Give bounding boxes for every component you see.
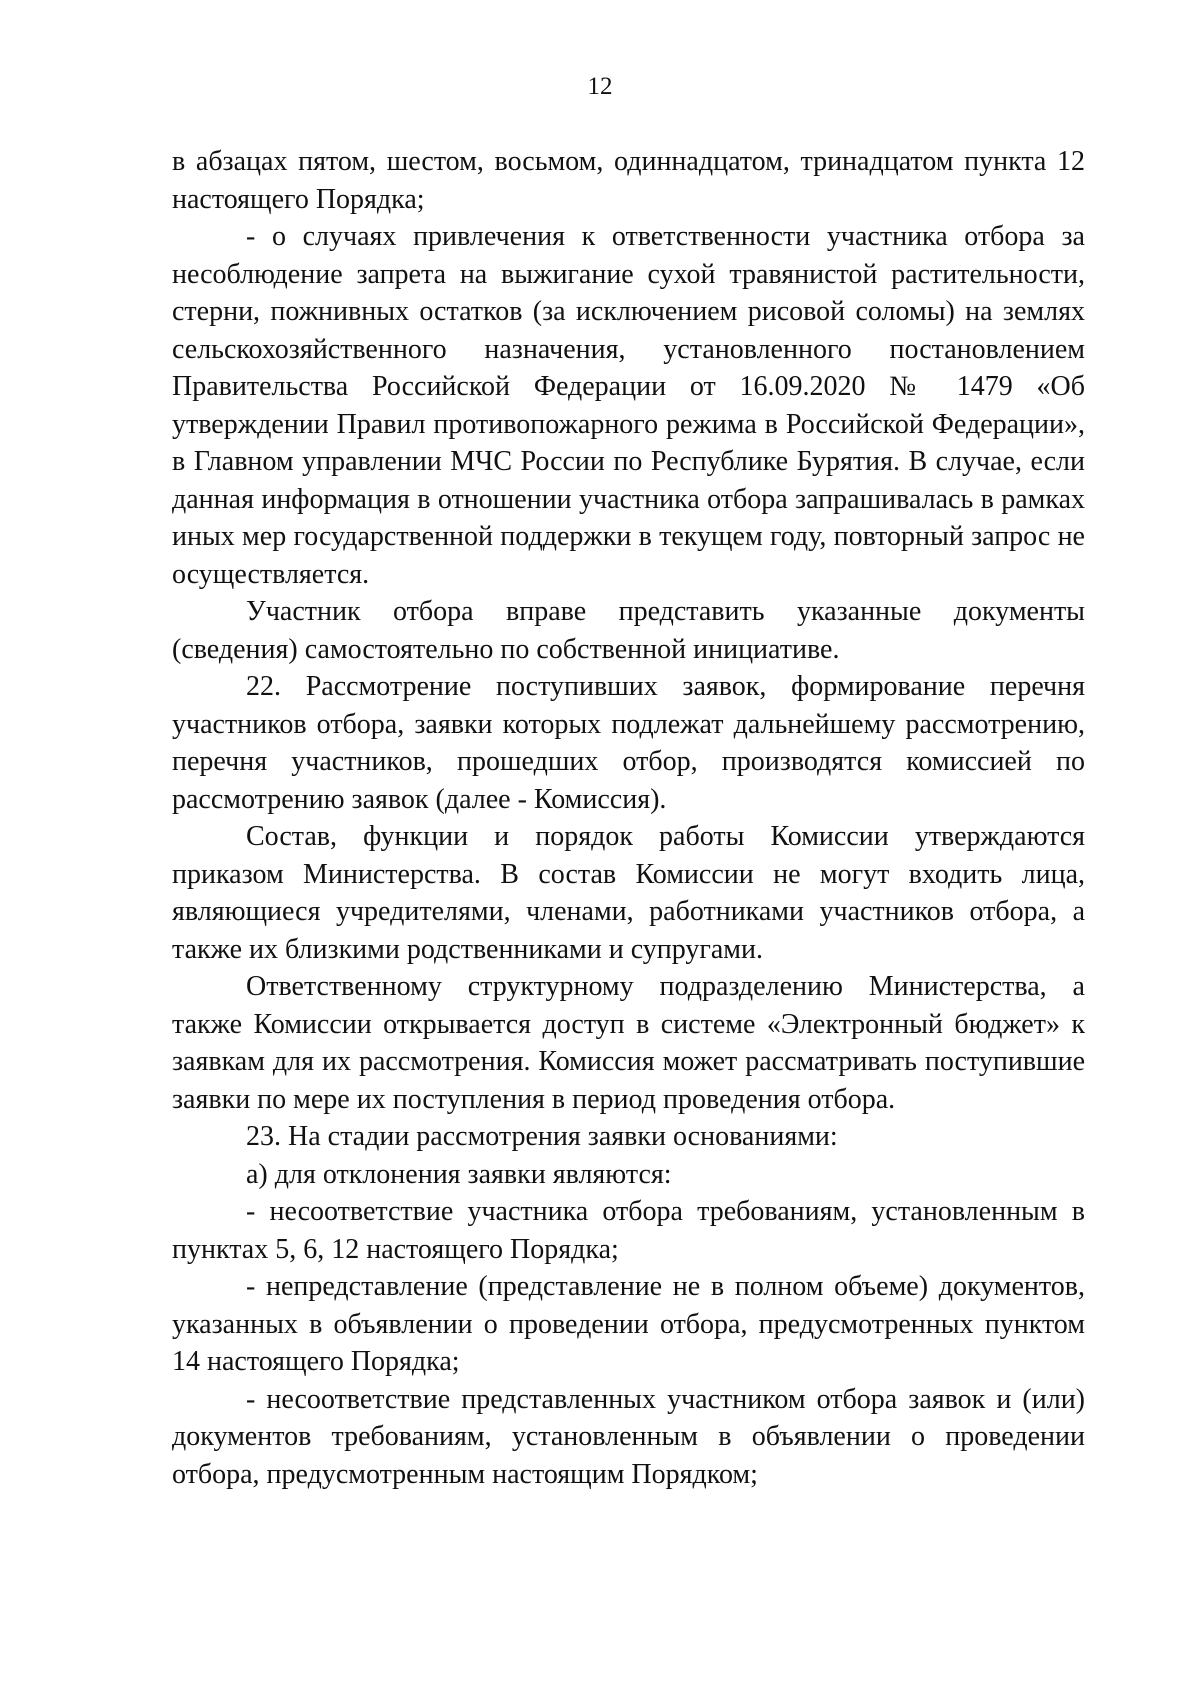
paragraph-fire-safety-info: - о случаях привлечения к ответственности участника отбора за несоблюдение запрета на выжигание сухой травянистой растительности, стерни, пожнивных остатков (за исключением рисовой соломы) на землях сельскохозяйственного назначения, установленного постановлением Правительства Российской Федерации от 16.09.2020 № 1479 «Об утверждении Правил противопожарного режима в Российской Федерации», в Главном управлении МЧС России по Республике Бурятия. В случае, если данная информация в отношении участника отбора запрашивалась в рамках иных мер государственной поддержки в текущем году, повторный запрос не осуществляется. <box>172 221 1085 590</box>
paragraph-item-23: 23. На стадии рассмотрения заявки основаниями: <box>246 1121 838 1152</box>
paragraph-documents-mismatch: - несоответствие представленных участником отбора заявок и (или) документов требованиям, установленным в объявлении о проведении отбора, предусмотренным настоящим Порядком; <box>172 1383 1085 1490</box>
paragraph-requirements-mismatch: - несоответствие участника отбора требованиям, установленным в пунктах 5, 6, 12 настоящего Порядка; <box>172 1196 1085 1265</box>
paragraph-item-22: 22. Рассмотрение поступивших заявок, формирование перечня участников отбора, заявки которых подлежат дальнейшему рассмотрению, перечня участников, прошедших отбор, производятся комиссией по рассмотрению заявок (далее - Комиссия). <box>172 671 1085 815</box>
paragraph-item-23a: а) для отклонения заявки являются: <box>246 1158 672 1190</box>
page-number: 12 <box>587 73 613 100</box>
paragraph-electronic-budget-access: Ответственному структурному подразделению Министерства, а также Комиссии открывается доступ в системе «Электронный бюджет» к заявкам для их рассмотрения. Комиссия может рассматривать поступившие заявки по мере их поступления в период проведения отбора. <box>172 971 1085 1115</box>
document-body <box>172 143 1085 1493</box>
paragraph-documents-missing: - непредставление (представление не в полном объеме) документов, указанных в объявлении о проведении отбора, предусмотренных пунктом 14 настоящего Порядка; <box>172 1271 1085 1377</box>
paragraph-commission-composition: Состав, функции и порядок работы Комиссии утверждаются приказом Министерства. В состав Комиссии не могут входить лица, являющиеся учредителями, членами, работниками участников отбора, а также их близкими родственниками и супругами. <box>172 821 1085 965</box>
paragraph-own-initiative: Участник отбора вправе представить указанные документы (сведения) самостоятельно по собственной инициативе. <box>172 596 1085 665</box>
paragraph-continuation: в абзацах пятом, шестом, восьмом, одиннадцатом, тринадцатом пункта 12 настоящего Порядка; <box>172 146 1085 215</box>
